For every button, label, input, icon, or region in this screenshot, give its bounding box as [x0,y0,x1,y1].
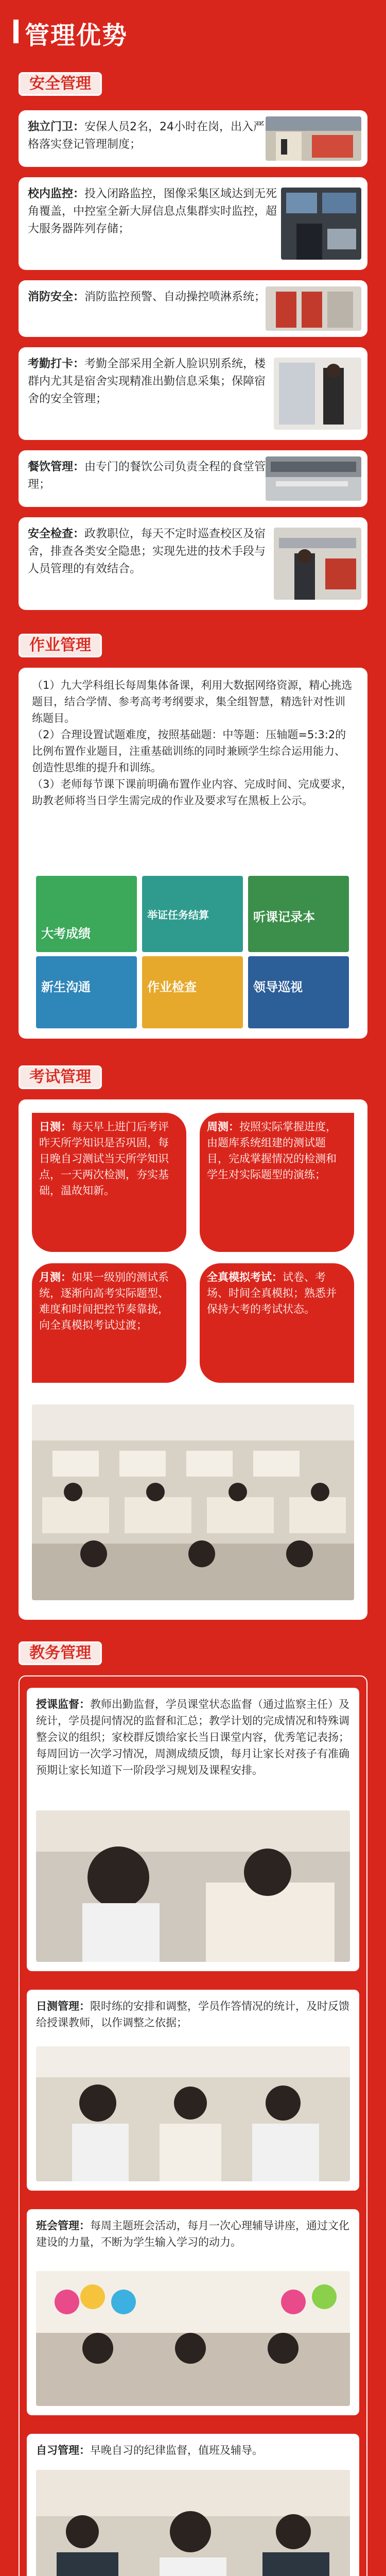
safety-card-text: 餐饮管理：由专门的餐饮公司负责全程的食堂管理； [28,461,266,491]
safety-card [19,110,367,167]
safety-photo [274,528,361,600]
section-tag-safety: 安全管理 [19,72,102,96]
notebook-cover: 作业检查 [142,956,243,1028]
teaching-block [27,1688,359,1971]
notebook-cover: 举证任务结算 [142,876,243,952]
exam-photo [32,1404,354,1600]
teaching-photo [36,1810,350,1962]
exam-cell-mock: 全真模拟考试：试卷、考场、时间全真模拟；熟悉并保持大考的考试状态。 [200,1263,354,1383]
section-tag-exam: 考试管理 [19,1065,102,1089]
notebook-cover: 听课记录本 [248,876,349,952]
safety-card [19,280,367,337]
homework-paragraph: （2）合理设置试题难度，按照基础题：中等题：压轴题=5:3:2的比例布置作业题目，注重基础训练的同时兼顾学生综合运用能力、创造性思维的提升和训练。 [32,728,346,774]
notebook-cover: 领导巡视 [248,956,349,1028]
teaching-block [27,2209,359,2415]
homework-box [19,668,367,1039]
teaching-text: 班会管理：每周主题班会活动，每月一次心理辅导讲座，通过文化建设的力量，不断为学生输入学习的动力。 [36,2219,349,2248]
safety-card [19,450,367,507]
teaching-text: 授课监督：教师出勤监督，学员课堂状态监督（通过监察主任）及统计，学员提问情况的监督和汇总；教学计划的完成情况和特殊调整会议的组织；家校群反馈给家长当日课堂内容，优秀笔记表扬；每周回访一次学习情况，周测成绩反馈，每月让家长对孩子有准确预期让家长知道下一阶段学习规划及课程安排。 [36,1698,349,1776]
safety-card-text: 独立门卫：安保人员2名，24小时在岗，出入严格落实登记管理制度； [28,121,265,151]
homework-paragraph: （1）九大学科组长每周集体备课，利用大数据网络资源，精心挑选题目，结合学情、参考高考考纲要求，集全组智慧，精选针对性训练题目。 [32,679,353,724]
teaching-block [27,1990,359,2191]
safety-card [19,347,367,440]
section-tag-teaching: 教务管理 [19,1641,102,1665]
safety-photo [266,286,361,331]
safety-photo [266,456,361,501]
title-bar-accent [13,20,19,43]
safety-card [19,177,367,270]
exam-box [19,1099,367,1620]
homework-paragraph: （3）老师每节课下课前明确布置作业内容、完成时间、完成要求，助教老师将当日学生需完成的作业及要求写在黑板上公示。 [32,778,353,807]
safety-card-text: 消防安全：消防监控预警、自动操控喷淋系统； [28,291,266,303]
section-tag-homework: 作业管理 [19,634,102,657]
page-title: 管理优势 [25,21,128,50]
teaching-photo [36,2046,350,2181]
notebook-cover: 新生沟通 [36,956,137,1028]
safety-card-text: 安全检查：政教职位，每天不定时巡查校区及宿舍，排查各类安全隐患；实现先进的技术手段与人员管理的有效结合。 [28,528,266,575]
teaching-photo [36,2271,350,2406]
exam-cell-monthly: 月测：如果一级别的测试系统，逐渐向高考实际题型、难度和时间把控节奏靠拢，向全真模拟考试过渡； [32,1263,186,1383]
safety-photo [266,116,361,161]
teaching-box [19,1675,367,2576]
page-header [0,0,386,57]
teaching-text: 自习管理：早晚自习的纪律监督，值班及辅导。 [36,2444,263,2456]
notebook-cover: 大考成绩 [36,876,137,952]
teaching-text: 日测管理：限时练的安排和调整，学员作答情况的统计，及时反馈给授课教师，以作调整之依据； [36,2000,349,2029]
homework-text [32,677,354,809]
safety-photo [274,358,361,430]
teaching-block [27,2434,359,2576]
exam-cell-daily: 日测：每天早上进门后考评昨天所学知识是否巩固，每日晚自习测试当天所学知识点，一天两次检测，夯实基础，温故知新。 [32,1113,186,1252]
safety-photo [281,188,361,260]
safety-card-text: 校内监控：投入闭路监控，图像采集区域达到无死角覆盖，中控室全新大屏信息点集群实时监控，超大服务器阵列存储； [28,188,277,235]
exam-cell-weekly: 周测：按照实际掌握进度，由题库系统组建的测试题目，完成掌握情况的检测和学生对实际题型的演练； [200,1113,354,1252]
teaching-photo [36,2470,350,2576]
safety-card-text: 考勤打卡：考勤全部采用全新人脸识别系统，楼群内尤其是宿舍实现精准出勤信息采集；保障宿舍的安全管理； [28,358,266,405]
safety-card [19,517,367,610]
